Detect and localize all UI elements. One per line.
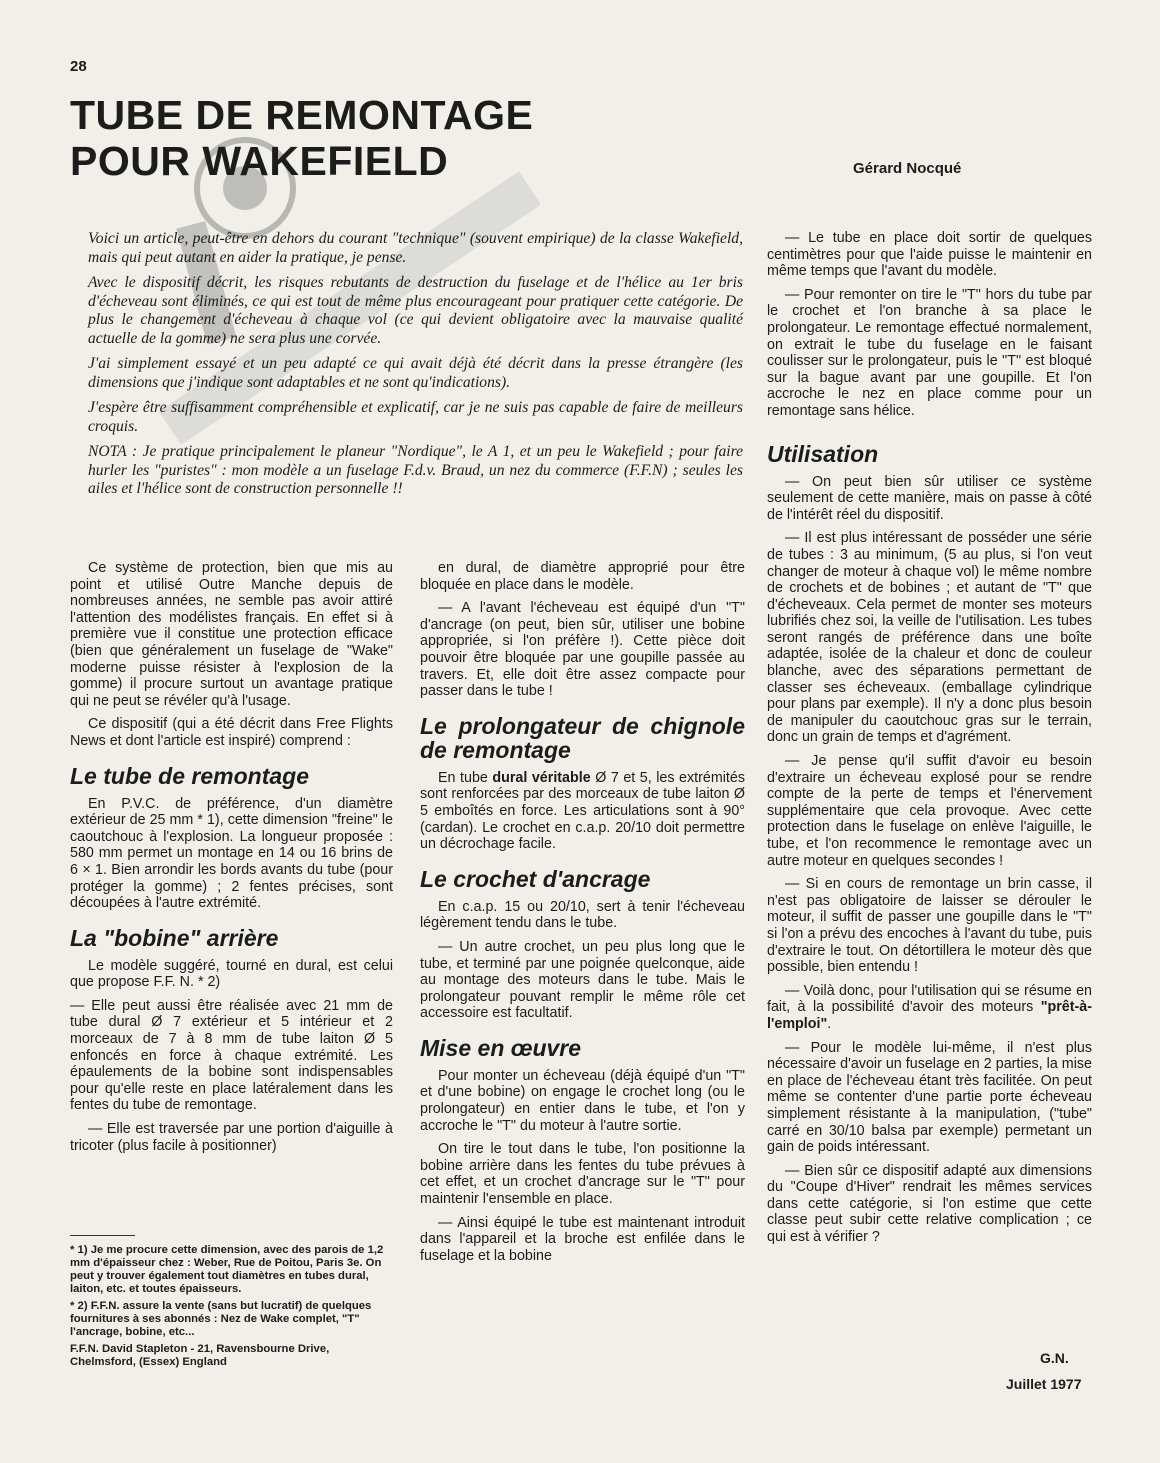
intro-paragraph: NOTA : Je pratique principalement le planeur "Nordique", le A 1, et un peu le Wakefield ; pour faire hurler les "puristes" : mon modèle a un fuselage F.d.v. Braud, un nez du commerce (F.F.N) ; seules les ailes et l'hélice sont de construction personnelle !! <box>88 443 743 497</box>
signature: G.N. <box>1040 1350 1069 1366</box>
body-paragraph: En P.V.C. de préférence, d'un diamètre extérieur de 25 mm * 1), cette dimension "freine" le caoutchouc à l'explosion. La longueur proposée : 580 mm permet un montage en 14 ou 16 brins de 6 × 1. Bien arrondir les bords avants du tube (pour protéger la gomme) ; 2 fentes précises, sont découpées à l'autre extrémité. <box>70 795 393 912</box>
body-paragraph: — Pour le modèle lui-même, il n'est plus nécessaire d'avoir un fuselage en 2 parties, la mise en place de l'écheveau étant très facilitée. On peut même se contenter d'une partie porte écheveau simplement résistante à la manipulation, ("tube" carré en 30/10 balsa par exemple) permetant un gain de poids intéressant. <box>767 1039 1092 1156</box>
body-paragraph: — Elle est traversée par une portion d'aiguille à tricoter (plus facile à positionner) <box>70 1121 393 1154</box>
author-name: Gérard Nocqué <box>853 160 962 177</box>
bold-run: dural véritable <box>492 769 591 786</box>
body-paragraph: Ce dispositif (qui a été décrit dans Free Flights News et dont l'article est inspiré) comprend : <box>70 716 393 749</box>
text-run: . <box>827 1015 832 1032</box>
body-paragraph <box>420 770 745 853</box>
body-paragraph: — Il est plus intéressant de posséder une série de tubes : 3 au minimum, (5 au plus, si l'on veut changer de moteur à chaque vol) le même nombre de crochets et de bobines ; et autant de "T" que d'écheveaux. Cela permet de monter ses moteurs lubrifiés chez soi, la veille de l'utilisation. Les tubes seront rangés de préférence dans une boîte adaptée, isolée de la chaleur et donc de couleur blanche, avec des séparations permettant de classer ses écheveaux. (emballage cylindrique pour plans par exemple). Il n'y a donc plus besoin de manipuler du caoutchouc gras sur le terrain, donc un grain de temps et d'agrément. <box>767 530 1092 746</box>
body-paragraph: — A l'avant l'écheveau est équipé d'un "T" d'ancrage (on peut, bien sûr, utiliser une bobine appropriée, si l'on préfère !). Cette pièce doit pouvoir être bloquée par une goupille passée au travers. Et, elle doit être assez compacte pour passer dans le tube ! <box>420 600 745 700</box>
body-paragraph: — Je pense qu'il suffit d'avoir eu besoin d'extraire un écheveau explosé pour se rendre compte de la perte de temps et l'énervement supplémentaire que cela provoque. Avec cette protection dans le fuselage on enlève l'aiguille, le tube, et l'on recommence le remontage avec un autre moteur en quelques secondes ! <box>767 753 1092 869</box>
footnote: F.F.N. David Stapleton - 21, Ravensbourne Drive, Chelmsford, (Essex) England <box>70 1343 330 1368</box>
body-paragraph: Ce système de protection, bien que mis au point et utilisé Outre Manche depuis de nombreuses années, ne semble pas avoir attiré l'attention des modélistes français. En effet si à première vue il constitue une protection efficace (bien que généralement un fuselage de "Wake" moderne puisse résister à l'explosion de la gomme) il procure surtout un avantage pratique qui ne peut se révéler qu'à l'usage. <box>70 560 393 709</box>
footnote: * 1) Je me procure cette dimension, avec des parois de 1,2 mm d'épaisseur chez : Weber, Rue de Poitou, Paris 3e. On peut y trouver également tout diamètres en tubes dural, laiton, etc. et toutes épaisseurs. <box>70 1244 384 1295</box>
body-paragraph: — Pour remonter on tire le "T" hors du tube par le crochet et l'on branche à sa place le prolongateur. Le remontage effectué normalement, on extrait le tube du fuselage en le faisant coulisser sur le prolongateur, puis le "T" est bloqué sur la bague avant par une goupille. Et l'on accroche le nez en place comme pour un remontage sans hélice. <box>767 286 1092 419</box>
intro-paragraph: Voici un article, peut-être en dehors du courant "technique" (souvent empirique) de la classe Wakefield, mais qui peut autant en aider la pratique, je pense. <box>88 230 743 266</box>
issue-date: Juillet 1977 <box>1006 1376 1082 1392</box>
text-run: Ø 7 et 5, les extrémités sont renforcées par des morceaux de tube laiton Ø 5 emboîtés en force. Les articulations sont à 90° (cardan). Le crochet en c.a.p. 20/10 doit permettre un décrochage facile. <box>420 769 745 853</box>
bold-run: "prêt-à-l'emploi" <box>767 999 1092 1032</box>
body-paragraph: Le modèle suggéré, tourné en dural, est celui que propose F.F. N. * 2) <box>70 957 393 991</box>
text-run: — Voilà donc, pour l'utilisation qui se résume en fait, à la possibilité d'avoir des moteurs <box>767 982 1092 1016</box>
body-paragraph: — Elle peut aussi être réalisée avec 21 mm de tube dural Ø 7 extérieur et 5 intérieur et 2 morceaux de 7 à 8 mm de tube laiton Ø 5 enfoncés en force à chaque extrémité. Les épaulements de la bobine sont indispensables pour qu'elle reste en place latéralement dans les fentes du tube de remontage. <box>70 997 393 1114</box>
column-1 <box>70 560 393 1161</box>
section-heading: Utilisation <box>767 440 879 467</box>
intro-block <box>88 230 743 506</box>
intro-paragraph: J'espère être suffisamment compréhensible et explicatif, car je ne suis pas capable de faire de meilleurs croquis. <box>88 399 743 435</box>
section-heading: Le tube de remontage <box>70 762 309 789</box>
body-paragraph <box>767 983 1092 1033</box>
section-heading: Le prolongateur de chignole de remontage <box>420 712 745 763</box>
body-paragraph: en dural, de diamètre approprié pour être bloquée en place dans le modèle. <box>420 560 745 593</box>
page-number: 28 <box>70 58 87 75</box>
section-heading: Mise en œuvre <box>420 1034 582 1061</box>
body-paragraph: — Bien sûr ce dispositif adapté aux dimensions du "Coupe d'Hiver" rendrait les mêmes services dans cette catégorie, si l'on estime que cette classe peut subir cette relative complication ; ce qui est à vérifier ? <box>767 1162 1092 1246</box>
body-paragraph: — Le tube en place doit sortir de quelques centimètres pour que l'aide puisse le maintenir en même temps que l'avant du modèle. <box>767 230 1092 280</box>
column-3 <box>767 230 1092 1253</box>
title-line-1: TUBE DE REMONTAGE <box>70 92 534 138</box>
body-paragraph: — Ainsi équipé le tube est maintenant introduit dans l'appareil et la broche est enfilée dans le fuselage et la bobine <box>420 1214 745 1264</box>
section-heading: La "bobine" arrière <box>70 924 279 951</box>
body-paragraph: — Si en cours de remontage un brin casse, il n'est pas obligatoire de laisser se dérouler le moteur, il suffit de passer une goupille dans le "T" si l'on a prévu des encoches à l'avant du tube, puis d'extraire le tout. On détortillera le moteur dès que possible, bien entendu ! <box>767 876 1092 976</box>
body-paragraph: — Un autre crochet, un peu plus long que le tube, et terminé par une poignée quelconque, aide au montage des moteurs dans le tube. Mais le prolongateur pouvant remplir le même rôle cet accessoire est facultatif. <box>420 938 745 1022</box>
intro-paragraph: J'ai simplement essayé et un peu adapté ce qui avait déjà été décrit dans la presse étrangère (les dimensions que j'indique sont adaptables et ne sont qu'indications). <box>88 355 743 391</box>
body-paragraph: On tire le tout dans le tube, l'on positionne la bobine arrière dans les fentes du tube prévues à cet effet, et un crochet d'ancrage sur le "T" pour maintenir l'ensemble en place. <box>420 1141 745 1208</box>
footnote: * 2) F.F.N. assure la vente (sans but lucratif) de quelques fournitures à ses abonnés : Nez de Wake complet, "T" l'ancrage, bobine, etc... <box>70 1300 372 1338</box>
title-line-2: POUR WAKEFIELD <box>70 138 449 184</box>
footnote-divider <box>70 1235 135 1236</box>
footnotes <box>70 1244 393 1373</box>
body-paragraph: Pour monter un écheveau (déjà équipé d'un "T" et d'une bobine) on engage le crochet long (ou le prolongateur) en entier dans le tube, et l'on y accroche le "T" du moteur à l'autre sortie. <box>420 1067 745 1134</box>
intro-paragraph: Avec le dispositif décrit, les risques rebutants de destruction du fuselage et de l'hélice au 1er bris d'écheveau sont éliminés, ce qui est tout de même plus encourageant pour pratiquer cette catégorie. De plus le changement d'écheveau à chaque vol (ce qui devient obligatoire avec la mauvaise qualité actuelle de la gomme) ne sera plus une corvée. <box>88 274 743 347</box>
column-2 <box>420 560 745 1271</box>
section-heading: Le crochet d'ancrage <box>420 865 651 892</box>
body-paragraph: En c.a.p. 15 ou 20/10, sert à tenir l'écheveau légèrement tendu dans le tube. <box>420 898 745 932</box>
body-paragraph: — On peut bien sûr utiliser ce système seulement de cette manière, mais on passe à côté de l'intérêt réel du dispositif. <box>767 473 1092 523</box>
text-run: En tube <box>438 769 493 786</box>
article-title <box>70 92 533 184</box>
